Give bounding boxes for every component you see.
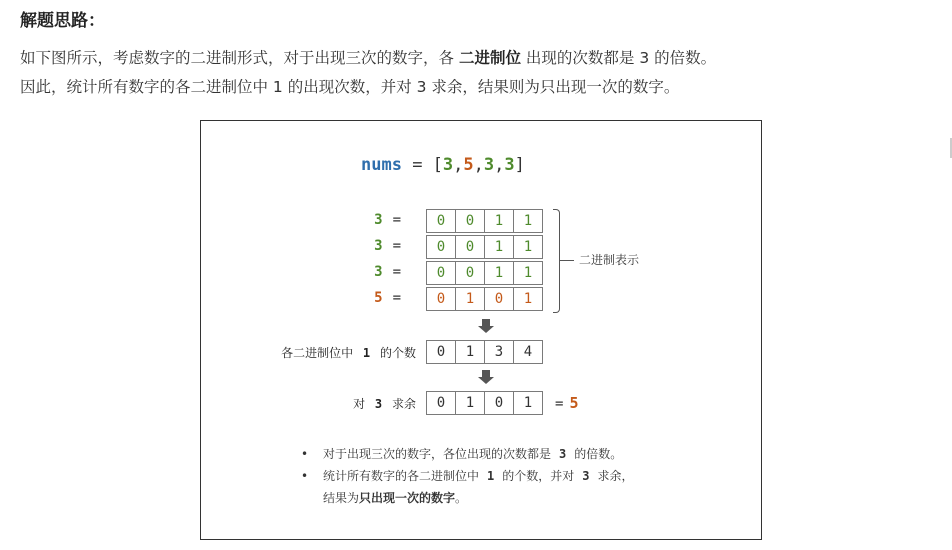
nums-value: 5 <box>463 155 474 175</box>
mod-grid <box>426 391 543 415</box>
bit-cell: 1 <box>513 287 543 311</box>
bit-cell: 0 <box>426 261 456 285</box>
nums-value: 3 <box>442 155 454 175</box>
bit-cell: 0 <box>455 209 485 233</box>
result-value: 5 <box>569 394 579 412</box>
nums-close-bracket: ] <box>514 155 525 175</box>
nums-comma: , <box>494 155 505 175</box>
result-expression <box>555 394 578 412</box>
bit-cell: 0 <box>484 287 514 311</box>
bit-cell: 0 <box>426 235 456 259</box>
binary-row-grid <box>426 261 543 285</box>
bit-cell: 0 <box>455 235 485 259</box>
nums-keyword: nums <box>361 155 402 175</box>
binary-row-grid <box>426 287 543 311</box>
down-arrow-2-icon <box>478 377 494 384</box>
bit-cell: 1 <box>455 287 485 311</box>
note-item-2-line2: 结果为只出现一次的数字。 <box>323 491 468 505</box>
bit-cell: 0 <box>455 261 485 285</box>
count-label: 各二进制位中 1 的个数 <box>281 346 416 360</box>
bit-cell: 1 <box>484 209 514 233</box>
binary-row-label <box>361 264 401 280</box>
binary-brace <box>553 209 560 313</box>
count-cell: 4 <box>513 340 543 364</box>
paragraph-1-after: 出现的次数都是 3 的倍数。 <box>525 49 717 67</box>
mod-cell: 1 <box>455 391 485 415</box>
down-arrow-1-icon <box>478 326 494 333</box>
notes-list <box>301 443 634 509</box>
binary-row-label <box>361 238 401 254</box>
binary-row-grid <box>426 209 543 233</box>
row-equals: = <box>392 264 401 280</box>
nums-values <box>443 155 515 175</box>
result-equals: = <box>555 396 564 412</box>
bit-cell: 1 <box>513 209 543 233</box>
row-number: 5 <box>374 290 383 306</box>
row-equals: = <box>392 290 401 306</box>
note-item-2: • 统计所有数字的各二进制位中 1 的个数，并对 3 求余， 结果为只出现一次的数字。 <box>301 465 634 509</box>
mod-cell: 0 <box>426 391 456 415</box>
binary-row-label <box>361 212 401 228</box>
nums-expression <box>361 155 525 175</box>
bit-cell: 1 <box>484 235 514 259</box>
bit-cell: 1 <box>513 261 543 285</box>
nums-equals: = <box>401 155 433 175</box>
section-heading: 解题思路： <box>20 11 105 31</box>
bit-cell: 0 <box>426 287 456 311</box>
row-equals: = <box>392 212 401 228</box>
bullet-icon: • <box>301 447 309 461</box>
diagram-figure <box>200 120 762 540</box>
count-cell: 3 <box>484 340 514 364</box>
brace-label: 二进制表示 <box>579 253 640 267</box>
binary-row-grid <box>426 235 543 259</box>
binary-row-label <box>361 290 401 306</box>
mod-cell: 0 <box>484 391 514 415</box>
bullet-icon: • <box>301 469 309 483</box>
count-cell: 0 <box>426 340 456 364</box>
count-grid <box>426 340 543 364</box>
row-number: 3 <box>374 264 383 280</box>
count-cell: 1 <box>455 340 485 364</box>
down-arrow-1-stem <box>482 319 490 326</box>
nums-open-bracket: [ <box>432 155 443 175</box>
row-number: 3 <box>374 212 383 228</box>
row-equals: = <box>392 238 401 254</box>
nums-comma: , <box>473 155 484 175</box>
row-number: 3 <box>374 238 383 254</box>
down-arrow-2-stem <box>482 370 490 377</box>
paragraph-2: 因此，统计所有数字的各二进制位中 1 的出现次数，并对 3 求余，结果则为只出现一次的数字。 <box>20 78 680 96</box>
brace-connector <box>560 260 574 261</box>
nums-value: 3 <box>504 155 515 175</box>
nums-value: 3 <box>483 155 495 175</box>
nums-comma: , <box>453 155 464 175</box>
bit-cell: 1 <box>513 235 543 259</box>
paragraph-1-highlight: 二进制位 <box>458 49 521 67</box>
note-item-1: • 对于出现三次的数字，各位出现的次数都是 3 的倍数。 <box>301 443 634 465</box>
mod-label: 对 3 求余 <box>353 397 416 411</box>
mod-cell: 1 <box>513 391 543 415</box>
paragraph-1 <box>20 46 716 68</box>
bit-cell: 0 <box>426 209 456 233</box>
bit-cell: 1 <box>484 261 514 285</box>
paragraph-1-before: 如下图所示，考虑数字的二进制形式，对于出现三次的数字，各 <box>20 49 455 67</box>
